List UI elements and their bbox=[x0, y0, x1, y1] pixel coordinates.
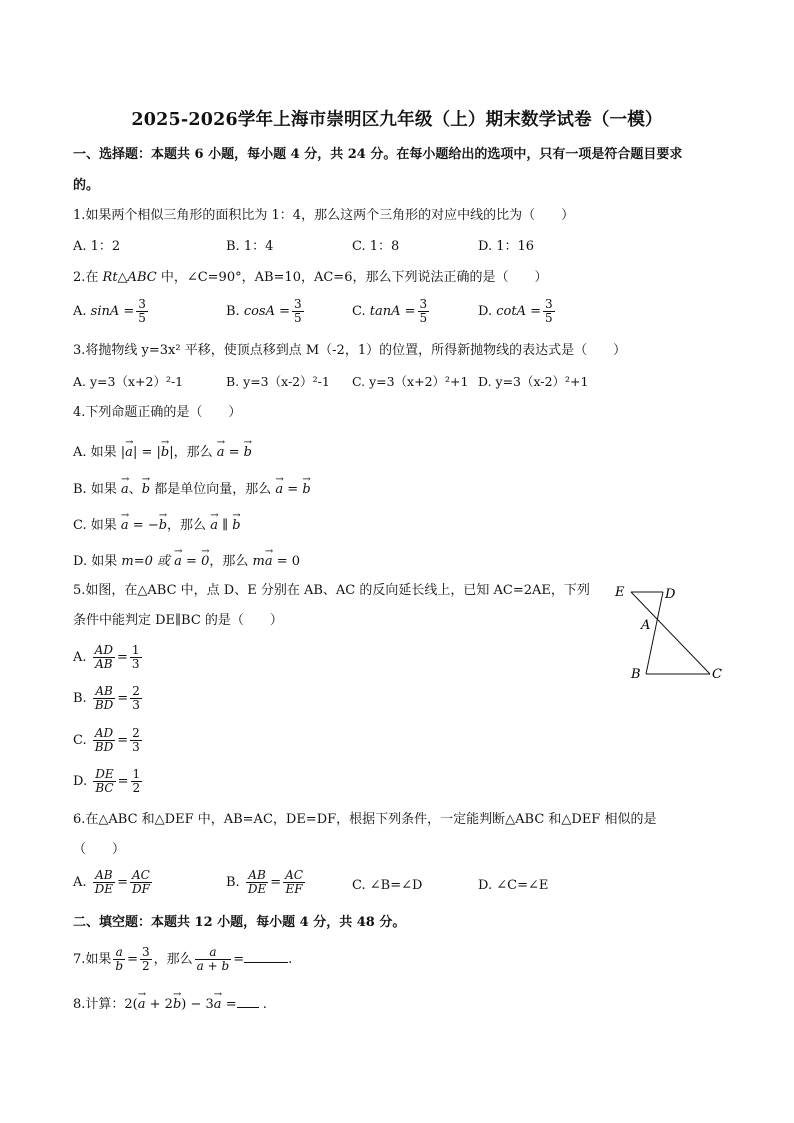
q6-option-b: B. $\frac{AB}{DE}$ = $\frac{AC}{EF}$ bbox=[226, 868, 303, 896]
label-C: C bbox=[712, 667, 722, 682]
q7-answer-blank[interactable] bbox=[244, 949, 288, 963]
q1-option-d: D. 1：16 bbox=[478, 239, 535, 254]
label-A: A bbox=[641, 618, 651, 633]
q5-option-a: A. $\frac{AD}{AB}$ = $\frac{1}{3}$ bbox=[73, 643, 140, 671]
section1-heading-cont: 的。 bbox=[73, 178, 100, 193]
q4-option-c: C. 如果 → a = −→ b，那么 → a ∥ → b bbox=[73, 513, 241, 535]
q4-option-a: A. 如果 |→ a| = |→ b|，那么 → a = → b bbox=[73, 440, 252, 462]
q2-option-a: A. sinA = $\frac{3}{5}$ bbox=[73, 297, 146, 325]
label-E: E bbox=[615, 585, 625, 600]
q3-option-d: D. y=3（x-2）²+1 bbox=[478, 374, 589, 389]
q5-figure bbox=[606, 578, 726, 684]
q6-option-d: D. ∠C=∠E bbox=[478, 878, 549, 893]
q3-option-a: A. y=3（x+2）²-1 bbox=[73, 374, 184, 389]
q1-stem: 1.如果两个相似三角形的面积比为 1：4，那么这两个三角形的对应中线的比为（ ） bbox=[73, 208, 575, 223]
label-D: D bbox=[665, 587, 676, 602]
q3-option-c: C. y=3（x+2）²+1 bbox=[352, 374, 469, 389]
q3-stem: 3.将抛物线 y=3x² 平移，使顶点移到点 M（-2，1）的位置，所得新抛物线的表达式是（ ） bbox=[73, 343, 627, 358]
q5-option-d: D. $\frac{DE}{BC}$ = $\frac{1}{2}$ bbox=[73, 767, 141, 795]
q2-option-b: B. cosA = $\frac{3}{5}$ bbox=[226, 297, 302, 325]
q5-stem-cont: 条件中能判定 DE∥BC 的是（ ） bbox=[73, 613, 283, 628]
q5-option-b: B. $\frac{AB}{BD}$ = $\frac{2}{3}$ bbox=[73, 684, 140, 712]
q2-option-d: D. cotA = $\frac{3}{5}$ bbox=[478, 297, 553, 325]
q5-stem: 5.如图，在△ABC 中，点 D、E 分别在 AB、AC 的反向延长线上，已知 AC=2AE，下列 bbox=[73, 583, 590, 598]
q6-option-c: C. ∠B=∠D bbox=[352, 878, 423, 893]
q3-option-b: B. y=3（x-2）²-1 bbox=[226, 374, 330, 389]
q7-stem: 7.如果 $\frac{a}{b}$ = $\frac{3}{2}$ ，那么 $\frac{a}{a + b}$ = . bbox=[73, 945, 293, 973]
segment-DB bbox=[646, 592, 663, 674]
q4-option-b: B. 如果 → a、→ b 都是单位向量，那么 → a = → b bbox=[73, 477, 311, 499]
q1-option-b: B. 1：4 bbox=[226, 239, 274, 254]
segment-EC bbox=[631, 592, 710, 674]
q4-stem: 4.下列命题正确的是（ ） bbox=[73, 405, 242, 420]
q6-option-a: A. $\frac{AB}{DE}$ = $\frac{AC}{DF}$ bbox=[73, 868, 150, 896]
q6-stem: 6.在△ABC 和△DEF 中，AB=AC，DE=DF，根据下列条件，一定能判断△ABC 和△DEF 相似的是 bbox=[73, 812, 657, 827]
q1-option-c: C. 1：8 bbox=[352, 239, 400, 254]
q4-option-d: D. 如果 m=0 或 → a = → 0，那么 m→ a = 0 bbox=[73, 549, 300, 571]
q2-option-c: C. tanA = $\frac{3}{5}$ bbox=[352, 297, 428, 325]
q2-stem: 2.在 Rt△ABC 中，∠C=90°，AB=10，AC=6，那么下列说法正确的是（ ） bbox=[73, 270, 548, 285]
page-title: 2025-2026学年上海市崇明区九年级（上）期末数学试卷（一模） bbox=[131, 110, 663, 130]
section1-heading: 一、选择题：本题共 6 小题，每小题 4 分，共 24 分。在每小题给出的选项中，只有一项是符合题目要求 bbox=[73, 147, 683, 162]
section2-heading: 二、填空题：本题共 12 小题，每小题 4 分，共 48 分。 bbox=[73, 915, 406, 930]
q8-stem: 8.计算：2(→ a + 2→ b) − 3→ a = . bbox=[73, 992, 267, 1014]
label-B: B bbox=[631, 667, 641, 682]
q8-answer-blank[interactable] bbox=[237, 994, 259, 1008]
q5-option-c: C. $\frac{AD}{BD}$ = $\frac{2}{3}$ bbox=[73, 726, 140, 754]
q6-stem-cont: （ ） bbox=[73, 842, 126, 857]
q1-option-a: A. 1：2 bbox=[73, 239, 121, 254]
